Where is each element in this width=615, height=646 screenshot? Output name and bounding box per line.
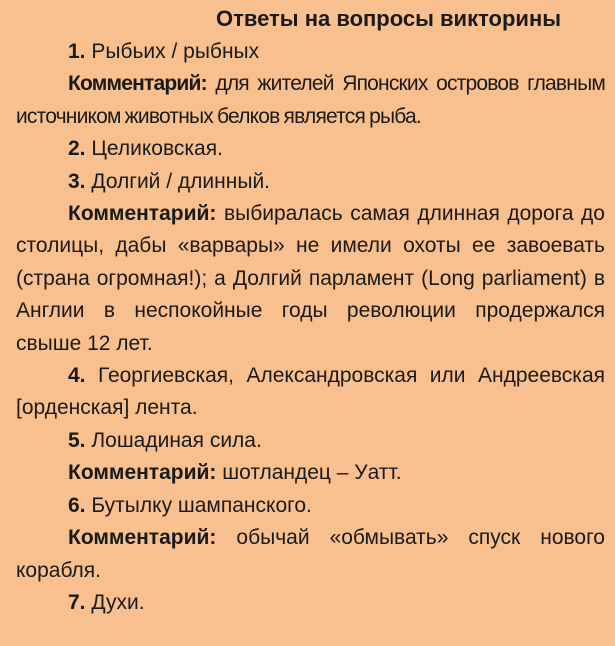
answer-text: Целиковская. bbox=[91, 137, 223, 161]
answer-text: Бутылку шампанского. bbox=[91, 493, 312, 517]
comment-3 bbox=[16, 198, 605, 360]
comment-label: Комментарий: bbox=[68, 202, 217, 226]
comment-text: шотландец – Уатт. bbox=[222, 461, 402, 485]
comment-1 bbox=[16, 68, 605, 133]
answer-6 bbox=[16, 490, 605, 522]
comment-6 bbox=[16, 522, 605, 587]
answer-3 bbox=[16, 166, 605, 198]
comment-label: Комментарий: bbox=[68, 72, 207, 96]
comment-text: выбиралась самая длинная дорога до столицы, дабы «варвары» не имели охоты ее завоевать (страна огромная!); а Долгий парламент (Long parliament) в Англии в неспокойные годы революции продержался свыше 12 лет. bbox=[16, 202, 605, 355]
answer-2 bbox=[16, 133, 605, 165]
answer-number: 2. bbox=[68, 137, 86, 161]
comment-label: Комментарий: bbox=[68, 526, 217, 550]
answer-number: 5. bbox=[68, 428, 86, 452]
comment-text: обычай «обмывать» спуск нового корабля. bbox=[16, 526, 605, 582]
answer-number: 1. bbox=[68, 40, 86, 63]
answer-text: Духи. bbox=[91, 590, 145, 614]
answer-number: 7. bbox=[68, 590, 86, 614]
page-title: Ответы на вопросы викторины bbox=[215, 6, 562, 31]
answer-4 bbox=[16, 360, 605, 425]
answer-number: 6. bbox=[68, 493, 86, 517]
comment-5 bbox=[16, 457, 605, 489]
answer-text: Лошадиная сила. bbox=[91, 428, 262, 452]
answer-number: 4. bbox=[68, 364, 86, 388]
answer-5 bbox=[16, 425, 605, 457]
comment-text: для жителей Японских островов главным источником животных белков является рыба. bbox=[16, 72, 605, 128]
answer-text: Долгий / длинный. bbox=[91, 169, 271, 193]
answer-7 bbox=[16, 587, 605, 619]
comment-label: Комментарий: bbox=[68, 461, 217, 485]
answer-number: 3. bbox=[68, 169, 86, 193]
answer-1 bbox=[16, 36, 605, 68]
answer-text: Георгиевская, Александровская или Андреевская [орденская] лента. bbox=[16, 364, 605, 420]
answer-text: Рыбьих / рыбных bbox=[91, 40, 260, 63]
